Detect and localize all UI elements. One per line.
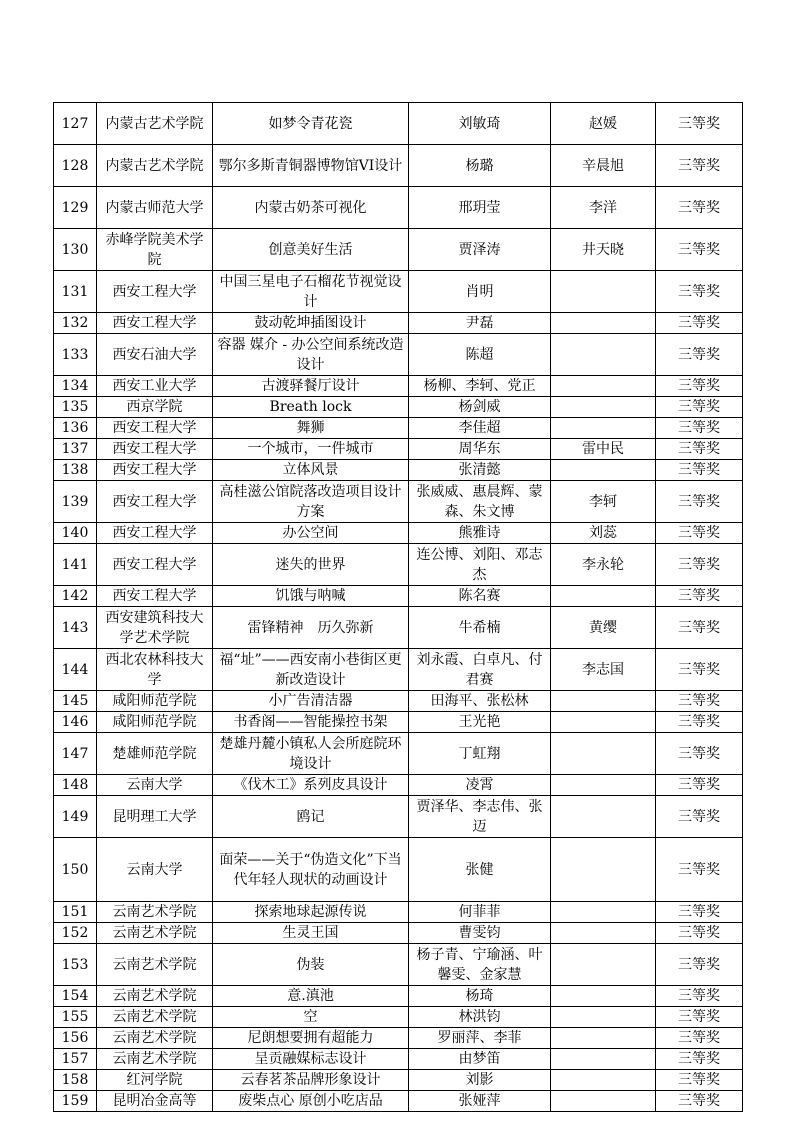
award-level-cell: 三等奖 — [656, 986, 743, 1007]
advisor-cell — [551, 397, 656, 418]
row-number-cell: 147 — [54, 733, 97, 775]
table-row — [54, 103, 743, 145]
school-name-cell: 西京学院 — [97, 397, 213, 418]
row-number-cell: 156 — [54, 1028, 97, 1049]
school-name-cell: 云南艺术学院 — [97, 923, 213, 944]
table-row — [54, 376, 743, 397]
authors-cell: 杨璐 — [409, 145, 551, 187]
award-level-cell: 三等奖 — [656, 397, 743, 418]
advisor-cell — [551, 376, 656, 397]
school-name-cell: 西安工程大学 — [97, 460, 213, 481]
work-title-cell: 古渡驿餐厅设计 — [213, 376, 409, 397]
table-row — [54, 944, 743, 986]
award-level-cell: 三等奖 — [656, 271, 743, 313]
row-number-cell: 145 — [54, 691, 97, 712]
award-level-cell: 三等奖 — [656, 1091, 743, 1112]
authors-cell: 林洪钧 — [409, 1007, 551, 1028]
table-row — [54, 145, 743, 187]
school-name-cell: 昆明理工大学 — [97, 796, 213, 838]
advisor-cell — [551, 923, 656, 944]
work-title-cell: 容器 媒介 - 办公空间系统改造设计 — [213, 334, 409, 376]
award-level-cell: 三等奖 — [656, 944, 743, 986]
authors-cell: 贾泽涛 — [409, 229, 551, 271]
row-number-cell: 133 — [54, 334, 97, 376]
row-number-cell: 141 — [54, 544, 97, 586]
work-title-cell: 意.滇池 — [213, 986, 409, 1007]
table-row — [54, 523, 743, 544]
school-name-cell: 咸阳师范学院 — [97, 691, 213, 712]
authors-cell: 杨剑威 — [409, 397, 551, 418]
authors-cell: 刘永霞、白卓凡、付君赛 — [409, 649, 551, 691]
award-level-cell: 三等奖 — [656, 691, 743, 712]
school-name-cell: 内蒙古艺术学院 — [97, 145, 213, 187]
row-number-cell: 127 — [54, 103, 97, 145]
award-level-cell: 三等奖 — [656, 481, 743, 523]
row-number-cell: 152 — [54, 923, 97, 944]
advisor-cell — [551, 712, 656, 733]
work-title-cell: 饥饿与呐喊 — [213, 586, 409, 607]
authors-cell: 杨柳、李轲、党正 — [409, 376, 551, 397]
table-row — [54, 460, 743, 481]
authors-cell: 贾泽华、李志伟、张迈 — [409, 796, 551, 838]
award-level-cell: 三等奖 — [656, 649, 743, 691]
school-name-cell: 赤峰学院美术学院 — [97, 229, 213, 271]
authors-cell: 罗丽萍、李菲 — [409, 1028, 551, 1049]
work-title-cell: 《伐木工》系列皮具设计 — [213, 775, 409, 796]
row-number-cell: 159 — [54, 1091, 97, 1112]
school-name-cell: 内蒙古师范大学 — [97, 187, 213, 229]
row-number-cell: 135 — [54, 397, 97, 418]
award-level-cell: 三等奖 — [656, 439, 743, 460]
work-title-cell: 福“址”——西安南小巷街区更新改造设计 — [213, 649, 409, 691]
table-row — [54, 712, 743, 733]
table-row — [54, 397, 743, 418]
school-name-cell: 云南艺术学院 — [97, 1007, 213, 1028]
school-name-cell: 西安工程大学 — [97, 418, 213, 439]
award-level-cell: 三等奖 — [656, 1070, 743, 1091]
work-title-cell: 中国三星电子石榴花节视觉设计 — [213, 271, 409, 313]
authors-cell: 陈超 — [409, 334, 551, 376]
award-level-cell: 三等奖 — [656, 418, 743, 439]
work-title-cell: 鼓动乾坤插图设计 — [213, 313, 409, 334]
table-row — [54, 986, 743, 1007]
advisor-cell: 赵媛 — [551, 103, 656, 145]
advisor-cell — [551, 1070, 656, 1091]
authors-cell: 连公博、刘阳、邓志杰 — [409, 544, 551, 586]
work-title-cell: 舞狮 — [213, 418, 409, 439]
school-name-cell: 内蒙古艺术学院 — [97, 103, 213, 145]
school-name-cell: 西安工程大学 — [97, 313, 213, 334]
row-number-cell: 128 — [54, 145, 97, 187]
table-row — [54, 607, 743, 649]
advisor-cell — [551, 418, 656, 439]
work-title-cell: 小广告清洁器 — [213, 691, 409, 712]
authors-cell: 尹磊 — [409, 313, 551, 334]
row-number-cell: 134 — [54, 376, 97, 397]
award-level-cell: 三等奖 — [656, 145, 743, 187]
advisor-cell — [551, 586, 656, 607]
row-number-cell: 144 — [54, 649, 97, 691]
table-row — [54, 1007, 743, 1028]
school-name-cell: 云南艺术学院 — [97, 902, 213, 923]
row-number-cell: 158 — [54, 1070, 97, 1091]
row-number-cell: 155 — [54, 1007, 97, 1028]
work-title-cell: 探索地球起源传说 — [213, 902, 409, 923]
row-number-cell: 137 — [54, 439, 97, 460]
work-title-cell: 雷锋精神 历久弥新 — [213, 607, 409, 649]
award-level-cell: 三等奖 — [656, 1007, 743, 1028]
authors-cell: 张健 — [409, 838, 551, 902]
row-number-cell: 143 — [54, 607, 97, 649]
award-level-cell: 三等奖 — [656, 796, 743, 838]
advisor-cell: 雷中民 — [551, 439, 656, 460]
school-name-cell: 昆明冶金高等 — [97, 1091, 213, 1112]
row-number-cell: 142 — [54, 586, 97, 607]
work-title-cell: 迷失的世界 — [213, 544, 409, 586]
table-row — [54, 187, 743, 229]
table-row — [54, 544, 743, 586]
award-table-body — [54, 103, 743, 1112]
table-row — [54, 733, 743, 775]
authors-cell: 张娅萍 — [409, 1091, 551, 1112]
advisor-cell — [551, 460, 656, 481]
table-row — [54, 481, 743, 523]
authors-cell: 邢玥莹 — [409, 187, 551, 229]
advisor-cell — [551, 334, 656, 376]
work-title-cell: 创意美好生活 — [213, 229, 409, 271]
school-name-cell: 西安工程大学 — [97, 481, 213, 523]
advisor-cell — [551, 775, 656, 796]
advisor-cell: 李轲 — [551, 481, 656, 523]
work-title-cell: 废柴点心 原创小吃店品 — [213, 1091, 409, 1112]
work-title-cell: 尼朗想要拥有超能力 — [213, 1028, 409, 1049]
award-level-cell: 三等奖 — [656, 586, 743, 607]
school-name-cell: 西安工程大学 — [97, 586, 213, 607]
work-title-cell: 呈贡融媒标志设计 — [213, 1049, 409, 1070]
award-level-cell: 三等奖 — [656, 376, 743, 397]
school-name-cell: 西北农林科技大学 — [97, 649, 213, 691]
authors-cell: 田海平、张松林 — [409, 691, 551, 712]
table-row — [54, 334, 743, 376]
table-row — [54, 418, 743, 439]
advisor-cell: 李永轮 — [551, 544, 656, 586]
authors-cell: 张威威、惠晨辉、蒙森、朱文博 — [409, 481, 551, 523]
award-level-cell: 三等奖 — [656, 229, 743, 271]
school-name-cell: 西安工程大学 — [97, 439, 213, 460]
row-number-cell: 140 — [54, 523, 97, 544]
row-number-cell: 157 — [54, 1049, 97, 1070]
row-number-cell: 148 — [54, 775, 97, 796]
row-number-cell: 130 — [54, 229, 97, 271]
advisor-cell — [551, 902, 656, 923]
advisor-cell: 黄缨 — [551, 607, 656, 649]
work-title-cell: 办公空间 — [213, 523, 409, 544]
advisor-cell — [551, 1091, 656, 1112]
authors-cell: 张清懿 — [409, 460, 551, 481]
table-row — [54, 838, 743, 902]
award-level-cell: 三等奖 — [656, 187, 743, 229]
award-level-cell: 三等奖 — [656, 712, 743, 733]
row-number-cell: 151 — [54, 902, 97, 923]
award-level-cell: 三等奖 — [656, 923, 743, 944]
table-row — [54, 649, 743, 691]
advisor-cell: 刘蕊 — [551, 523, 656, 544]
advisor-cell — [551, 1028, 656, 1049]
school-name-cell: 云南艺术学院 — [97, 986, 213, 1007]
school-name-cell: 云南艺术学院 — [97, 944, 213, 986]
authors-cell: 杨子青、宁瑜涵、叶馨雯、金家慧 — [409, 944, 551, 986]
row-number-cell: 146 — [54, 712, 97, 733]
work-title-cell: 一个城市，一件城市 — [213, 439, 409, 460]
school-name-cell: 西安工程大学 — [97, 544, 213, 586]
school-name-cell: 西安建筑科技大学艺术学院 — [97, 607, 213, 649]
authors-cell: 由梦笛 — [409, 1049, 551, 1070]
authors-cell: 肖明 — [409, 271, 551, 313]
award-level-cell: 三等奖 — [656, 1049, 743, 1070]
award-level-cell: 三等奖 — [656, 1028, 743, 1049]
table-row — [54, 923, 743, 944]
work-title-cell: 鸥记 — [213, 796, 409, 838]
award-level-cell: 三等奖 — [656, 313, 743, 334]
award-level-cell: 三等奖 — [656, 103, 743, 145]
work-title-cell: 高桂滋公馆院落改造项目设计方案 — [213, 481, 409, 523]
authors-cell: 曹雯钧 — [409, 923, 551, 944]
table-row — [54, 902, 743, 923]
school-name-cell: 云南大学 — [97, 838, 213, 902]
work-title-cell: 如梦令青花瓷 — [213, 103, 409, 145]
authors-cell: 熊雅诗 — [409, 523, 551, 544]
award-level-cell: 三等奖 — [656, 775, 743, 796]
work-title-cell: 伪装 — [213, 944, 409, 986]
row-number-cell: 139 — [54, 481, 97, 523]
advisor-cell: 井天晓 — [551, 229, 656, 271]
school-name-cell: 楚雄师范学院 — [97, 733, 213, 775]
authors-cell: 刘影 — [409, 1070, 551, 1091]
authors-cell: 陈名赛 — [409, 586, 551, 607]
work-title-cell: 面荣——关于“伪造文化”下当代年轻人现状的动画设计 — [213, 838, 409, 902]
authors-cell: 牛希楠 — [409, 607, 551, 649]
authors-cell: 何菲菲 — [409, 902, 551, 923]
work-title-cell: 书香阁——智能操控书架 — [213, 712, 409, 733]
table-row — [54, 691, 743, 712]
advisor-cell — [551, 796, 656, 838]
work-title-cell: 楚雄丹麓小镇私人会所庭院环境设计 — [213, 733, 409, 775]
work-title-cell: 立体风景 — [213, 460, 409, 481]
advisor-cell — [551, 733, 656, 775]
table-row — [54, 271, 743, 313]
award-level-cell: 三等奖 — [656, 838, 743, 902]
award-level-cell: 三等奖 — [656, 733, 743, 775]
authors-cell: 杨琦 — [409, 986, 551, 1007]
award-level-cell: 三等奖 — [656, 902, 743, 923]
work-title-cell: 生灵王国 — [213, 923, 409, 944]
award-level-cell: 三等奖 — [656, 460, 743, 481]
table-row — [54, 439, 743, 460]
row-number-cell: 154 — [54, 986, 97, 1007]
school-name-cell: 云南艺术学院 — [97, 1028, 213, 1049]
advisor-cell — [551, 944, 656, 986]
advisor-cell — [551, 271, 656, 313]
table-row — [54, 1091, 743, 1112]
authors-cell: 丁虹翔 — [409, 733, 551, 775]
row-number-cell: 136 — [54, 418, 97, 439]
row-number-cell: 149 — [54, 796, 97, 838]
award-level-cell: 三等奖 — [656, 334, 743, 376]
authors-cell: 凌霄 — [409, 775, 551, 796]
row-number-cell: 138 — [54, 460, 97, 481]
work-title-cell: 云春茗茶品牌形象设计 — [213, 1070, 409, 1091]
row-number-cell: 129 — [54, 187, 97, 229]
award-table — [53, 102, 743, 1112]
work-title-cell: 内蒙古奶茶可视化 — [213, 187, 409, 229]
table-row — [54, 1028, 743, 1049]
table-row — [54, 1049, 743, 1070]
advisor-cell — [551, 313, 656, 334]
table-row — [54, 1070, 743, 1091]
school-name-cell: 西安工业大学 — [97, 376, 213, 397]
school-name-cell: 西安工程大学 — [97, 523, 213, 544]
work-title-cell: 空 — [213, 1007, 409, 1028]
row-number-cell: 153 — [54, 944, 97, 986]
table-row — [54, 313, 743, 334]
row-number-cell: 150 — [54, 838, 97, 902]
table-row — [54, 775, 743, 796]
school-name-cell: 云南艺术学院 — [97, 1049, 213, 1070]
school-name-cell: 西安石油大学 — [97, 334, 213, 376]
school-name-cell: 西安工程大学 — [97, 271, 213, 313]
school-name-cell: 红河学院 — [97, 1070, 213, 1091]
work-title-cell: 鄂尔多斯青铜器博物馆VI设计 — [213, 145, 409, 187]
work-title-cell: Breath lock — [213, 397, 409, 418]
award-level-cell: 三等奖 — [656, 607, 743, 649]
school-name-cell: 云南大学 — [97, 775, 213, 796]
table-row — [54, 229, 743, 271]
authors-cell: 王光艳 — [409, 712, 551, 733]
award-level-cell: 三等奖 — [656, 523, 743, 544]
award-level-cell: 三等奖 — [656, 544, 743, 586]
advisor-cell — [551, 1049, 656, 1070]
advisor-cell — [551, 838, 656, 902]
authors-cell: 刘敏琦 — [409, 103, 551, 145]
advisor-cell: 李洋 — [551, 187, 656, 229]
advisor-cell — [551, 1007, 656, 1028]
advisor-cell: 辛晨旭 — [551, 145, 656, 187]
advisor-cell — [551, 986, 656, 1007]
table-row — [54, 796, 743, 838]
school-name-cell: 咸阳师范学院 — [97, 712, 213, 733]
table-row — [54, 586, 743, 607]
advisor-cell: 李志国 — [551, 649, 656, 691]
authors-cell: 周华东 — [409, 439, 551, 460]
row-number-cell: 132 — [54, 313, 97, 334]
row-number-cell: 131 — [54, 271, 97, 313]
authors-cell: 李佳超 — [409, 418, 551, 439]
advisor-cell — [551, 691, 656, 712]
